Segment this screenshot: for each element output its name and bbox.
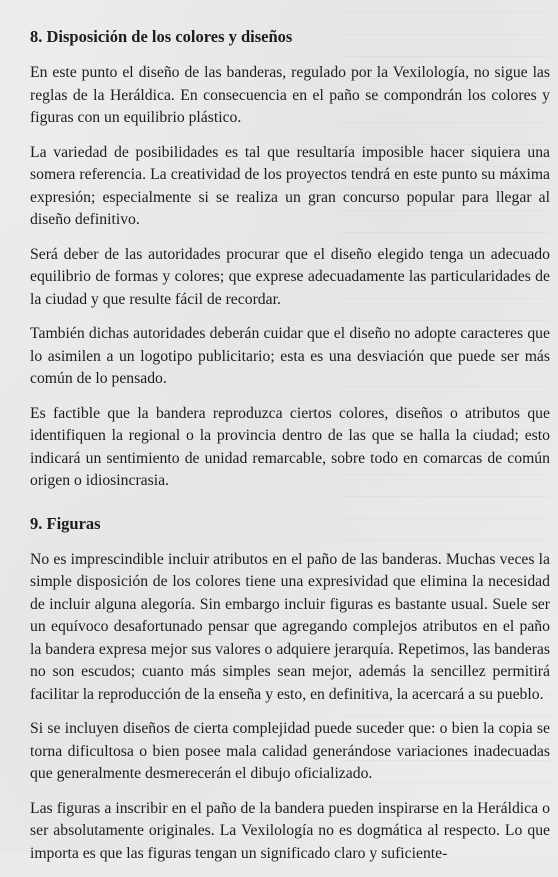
paragraph: Es factible que la bandera reproduzca ciertos colores, diseños o atributos que identifiquen la regional o la provincia dentro de las que se halla la ciudad; esto indicará un sentimiento de unidad remarcable, sobre todo en comarcas de común origen o idiosincrasia. — [30, 404, 550, 489]
paragraph: En este punto el diseño de las banderas, regulado por la Vexilología, no sigue las reglas de la Heráldica. En consecuencia en el paño se compondrán los colores y figuras con un equilibrio plástico. — [30, 64, 550, 126]
page-content — [30, 26, 550, 877]
paragraph: Las figuras a inscribir en el paño de la bandera pueden inspirarse en la Heráldica o ser absolutamente originales. La Vexilología no es dogmática al respecto. Lo que importa es que las figuras tengan un significado claro y suficiente- — [30, 799, 550, 862]
section-heading-colors-designs: 8. Disposición de los colores y diseños — [30, 27, 293, 46]
paragraph: También dichas autoridades deberán cuidar que el diseño no adopte caracteres que lo asimilen a un logotipo publicitario; esta es una desviación que puede ser más común de lo pensado. — [30, 325, 550, 387]
paragraph: No es imprescindible incluir atributos en el paño de las banderas. Muchas veces la simple disposición de los colores tiene una expresividad que elimina la necesidad de incluir alguna alegoría. Sin embargo incluir figuras es bastante usual. Suele ser un equívoco desafortunado pensar que agregando complejos atributos en el paño la bandera expresa mejor sus valores o adquiere jerarquía. Repetimos, las banderas no son escudos; cuanto más simples sean mejor, además la sencillez permitirá facilitar la reproducción de la enseña y esto, en definitiva, la acercará a su pueblo. — [30, 550, 550, 703]
section-heading-figures: 9. Figuras — [30, 513, 101, 533]
paragraph: Será deber de las autoridades procurar que el diseño elegido tenga un adecuado equilibrio de formas y colores; que exprese adecuadamente las particularidades de la ciudad y que resulte fácil de recordar. — [30, 245, 550, 308]
paragraph: Si se incluyen diseños de cierta complejidad puede suceder que: o bien la copia se torna dificultosa o bien posee mala calidad generándose variaciones inadecuadas que generalmente desmerecerán el dibujo oficializado. — [30, 720, 550, 782]
paragraph: La variedad de posibilidades es tal que resultaría imposible hacer siquiera una somera referencia. La creatividad de los proyectos tendrá en este punto su máxima expresión; especialmente si se realiza un gran concurso popular para llegar al diseño definitivo. — [30, 143, 550, 228]
